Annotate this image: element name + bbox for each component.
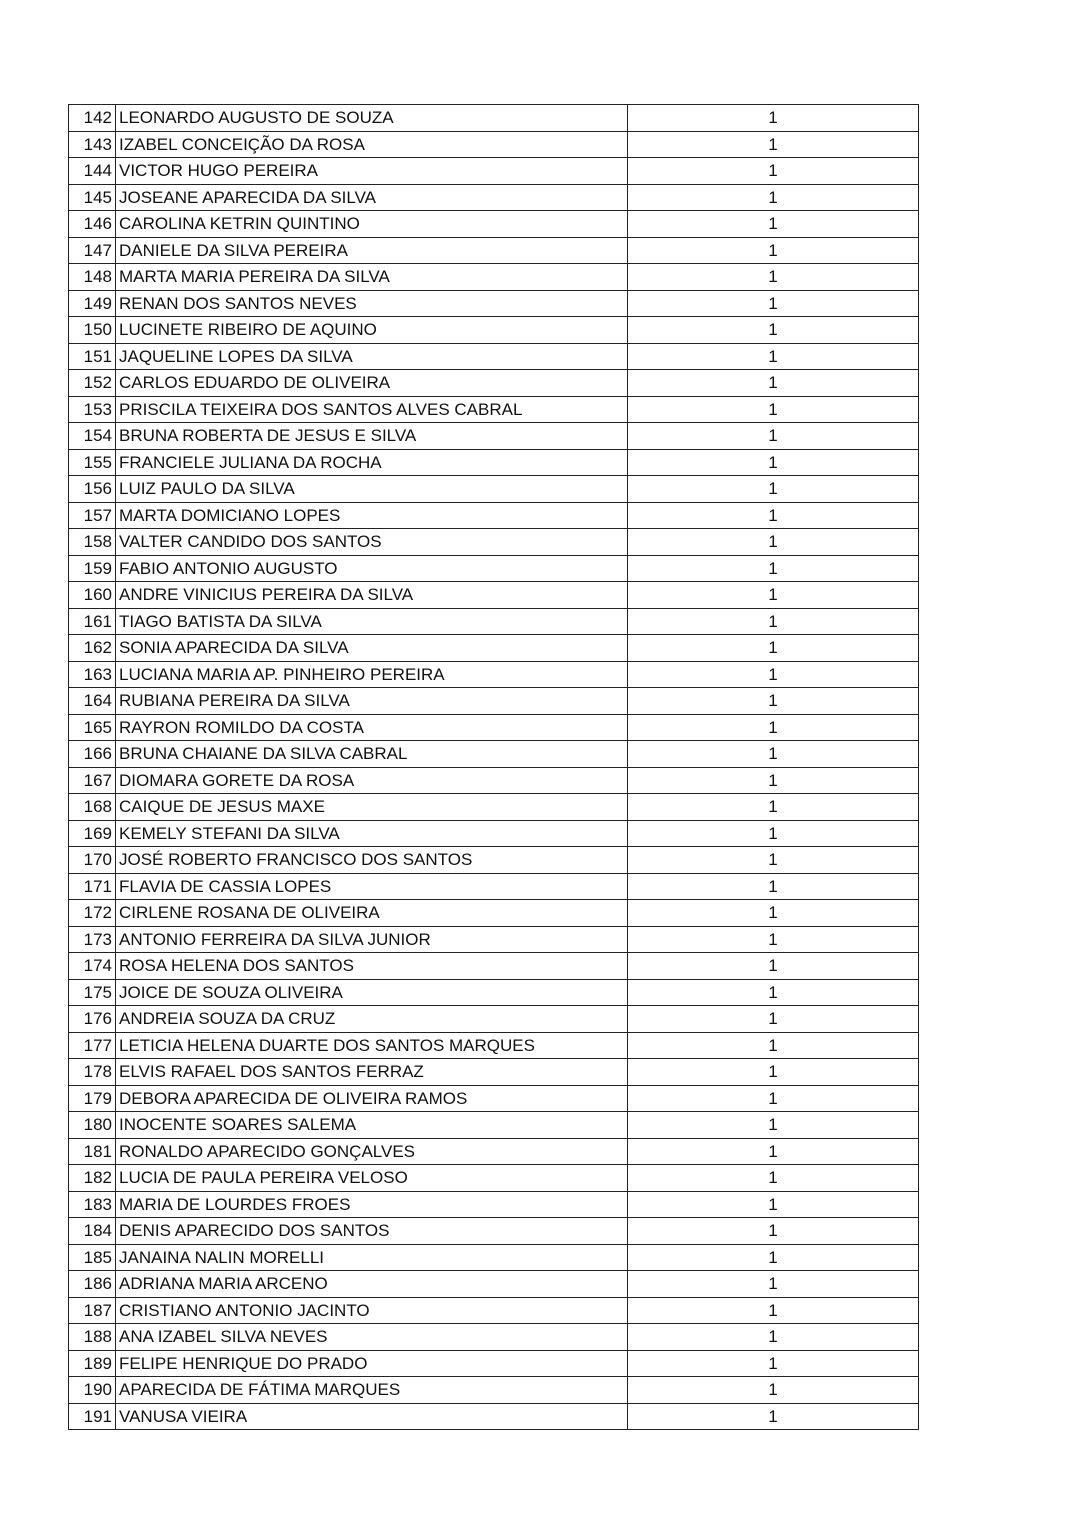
quantity-cell: 1	[628, 1059, 919, 1086]
name-cell: APARECIDA DE FÁTIMA MARQUES	[116, 1377, 628, 1404]
name-cell: ELVIS RAFAEL DOS SANTOS FERRAZ	[116, 1059, 628, 1086]
table-row	[69, 1350, 919, 1377]
quantity-cell: 1	[628, 953, 919, 980]
row-number-cell: 146	[69, 211, 116, 238]
table-row	[69, 449, 919, 476]
roster-table-body	[69, 105, 919, 1430]
table-row	[69, 1191, 919, 1218]
row-number-cell: 190	[69, 1377, 116, 1404]
row-number-cell: 144	[69, 158, 116, 185]
row-number-cell: 145	[69, 184, 116, 211]
row-number-cell: 156	[69, 476, 116, 503]
row-number-cell: 175	[69, 979, 116, 1006]
table-row	[69, 290, 919, 317]
row-number-cell: 148	[69, 264, 116, 291]
row-number-cell: 173	[69, 926, 116, 953]
table-row	[69, 847, 919, 874]
table-row	[69, 953, 919, 980]
quantity-cell: 1	[628, 767, 919, 794]
table-row	[69, 396, 919, 423]
quantity-cell: 1	[628, 1218, 919, 1245]
table-row	[69, 131, 919, 158]
quantity-cell: 1	[628, 714, 919, 741]
row-number-cell: 176	[69, 1006, 116, 1033]
row-number-cell: 164	[69, 688, 116, 715]
quantity-cell: 1	[628, 396, 919, 423]
quantity-cell: 1	[628, 1032, 919, 1059]
row-number-cell: 182	[69, 1165, 116, 1192]
table-row	[69, 1085, 919, 1112]
table-row	[69, 873, 919, 900]
table-row	[69, 926, 919, 953]
name-cell: RONALDO APARECIDO GONÇALVES	[116, 1138, 628, 1165]
name-cell: LUCINETE RIBEIRO DE AQUINO	[116, 317, 628, 344]
table-row	[69, 1377, 919, 1404]
quantity-cell: 1	[628, 158, 919, 185]
table-row	[69, 555, 919, 582]
table-row	[69, 343, 919, 370]
name-cell: VALTER CANDIDO DOS SANTOS	[116, 529, 628, 556]
row-number-cell: 151	[69, 343, 116, 370]
quantity-cell: 1	[628, 1377, 919, 1404]
quantity-cell: 1	[628, 237, 919, 264]
table-row	[69, 1218, 919, 1245]
row-number-cell: 152	[69, 370, 116, 397]
table-row	[69, 1324, 919, 1351]
name-cell: JOSEANE APARECIDA DA SILVA	[116, 184, 628, 211]
table-row	[69, 1403, 919, 1430]
name-cell: FABIO ANTONIO AUGUSTO	[116, 555, 628, 582]
quantity-cell: 1	[628, 1244, 919, 1271]
name-cell: ANDREIA SOUZA DA CRUZ	[116, 1006, 628, 1033]
quantity-cell: 1	[628, 131, 919, 158]
name-cell: RAYRON ROMILDO DA COSTA	[116, 714, 628, 741]
table-row	[69, 688, 919, 715]
name-cell: FLAVIA DE CASSIA LOPES	[116, 873, 628, 900]
row-number-cell: 157	[69, 502, 116, 529]
row-number-cell: 158	[69, 529, 116, 556]
quantity-cell: 1	[628, 264, 919, 291]
quantity-cell: 1	[628, 608, 919, 635]
table-row	[69, 264, 919, 291]
quantity-cell: 1	[628, 820, 919, 847]
row-number-cell: 169	[69, 820, 116, 847]
quantity-cell: 1	[628, 1112, 919, 1139]
quantity-cell: 1	[628, 449, 919, 476]
quantity-cell: 1	[628, 635, 919, 662]
quantity-cell: 1	[628, 688, 919, 715]
row-number-cell: 162	[69, 635, 116, 662]
name-cell: ANTONIO FERREIRA DA SILVA JUNIOR	[116, 926, 628, 953]
table-row	[69, 105, 919, 132]
table-row	[69, 661, 919, 688]
row-number-cell: 170	[69, 847, 116, 874]
name-cell: JOSÉ ROBERTO FRANCISCO DOS SANTOS	[116, 847, 628, 874]
name-cell: CAIQUE DE JESUS MAXE	[116, 794, 628, 821]
name-cell: LUCIANA MARIA AP. PINHEIRO PEREIRA	[116, 661, 628, 688]
quantity-cell: 1	[628, 1297, 919, 1324]
row-number-cell: 179	[69, 1085, 116, 1112]
quantity-cell: 1	[628, 1138, 919, 1165]
quantity-cell: 1	[628, 343, 919, 370]
table-row	[69, 820, 919, 847]
row-number-cell: 155	[69, 449, 116, 476]
name-cell: KEMELY STEFANI DA SILVA	[116, 820, 628, 847]
name-cell: MARIA DE LOURDES FROES	[116, 1191, 628, 1218]
name-cell: DENIS APARECIDO DOS SANTOS	[116, 1218, 628, 1245]
name-cell: INOCENTE SOARES SALEMA	[116, 1112, 628, 1139]
name-cell: VANUSA VIEIRA	[116, 1403, 628, 1430]
row-number-cell: 174	[69, 953, 116, 980]
table-row	[69, 502, 919, 529]
name-cell: MARTA DOMICIANO LOPES	[116, 502, 628, 529]
name-cell: LETICIA HELENA DUARTE DOS SANTOS MARQUES	[116, 1032, 628, 1059]
quantity-cell: 1	[628, 873, 919, 900]
name-cell: CRISTIANO ANTONIO JACINTO	[116, 1297, 628, 1324]
table-row	[69, 794, 919, 821]
quantity-cell: 1	[628, 555, 919, 582]
quantity-cell: 1	[628, 290, 919, 317]
row-number-cell: 159	[69, 555, 116, 582]
name-cell: IZABEL CONCEIÇÃO DA ROSA	[116, 131, 628, 158]
name-cell: LUCIA DE PAULA PEREIRA VELOSO	[116, 1165, 628, 1192]
row-number-cell: 171	[69, 873, 116, 900]
name-cell: JAQUELINE LOPES DA SILVA	[116, 343, 628, 370]
name-cell: VICTOR HUGO PEREIRA	[116, 158, 628, 185]
name-cell: FELIPE HENRIQUE DO PRADO	[116, 1350, 628, 1377]
table-row	[69, 582, 919, 609]
quantity-cell: 1	[628, 317, 919, 344]
quantity-cell: 1	[628, 794, 919, 821]
table-row	[69, 1059, 919, 1086]
name-cell: CARLOS EDUARDO DE OLIVEIRA	[116, 370, 628, 397]
quantity-cell: 1	[628, 741, 919, 768]
name-cell: TIAGO BATISTA DA SILVA	[116, 608, 628, 635]
quantity-cell: 1	[628, 423, 919, 450]
row-number-cell: 168	[69, 794, 116, 821]
name-cell: DIOMARA GORETE DA ROSA	[116, 767, 628, 794]
table-row	[69, 1244, 919, 1271]
table-row	[69, 237, 919, 264]
table-row	[69, 1297, 919, 1324]
table-row	[69, 1138, 919, 1165]
quantity-cell: 1	[628, 1165, 919, 1192]
table-row	[69, 900, 919, 927]
name-cell: JOICE DE SOUZA OLIVEIRA	[116, 979, 628, 1006]
row-number-cell: 177	[69, 1032, 116, 1059]
row-number-cell: 160	[69, 582, 116, 609]
table-row	[69, 423, 919, 450]
quantity-cell: 1	[628, 184, 919, 211]
table-row	[69, 476, 919, 503]
row-number-cell: 163	[69, 661, 116, 688]
quantity-cell: 1	[628, 1403, 919, 1430]
row-number-cell: 153	[69, 396, 116, 423]
quantity-cell: 1	[628, 529, 919, 556]
table-row	[69, 529, 919, 556]
name-cell: DEBORA APARECIDA DE OLIVEIRA RAMOS	[116, 1085, 628, 1112]
row-number-cell: 183	[69, 1191, 116, 1218]
row-number-cell: 180	[69, 1112, 116, 1139]
name-cell: LUIZ PAULO DA SILVA	[116, 476, 628, 503]
quantity-cell: 1	[628, 1085, 919, 1112]
table-row	[69, 714, 919, 741]
name-cell: ANA IZABEL SILVA NEVES	[116, 1324, 628, 1351]
table-row	[69, 1006, 919, 1033]
quantity-cell: 1	[628, 847, 919, 874]
name-cell: CIRLENE ROSANA DE OLIVEIRA	[116, 900, 628, 927]
row-number-cell: 154	[69, 423, 116, 450]
row-number-cell: 185	[69, 1244, 116, 1271]
table-row	[69, 211, 919, 238]
name-cell: BRUNA CHAIANE DA SILVA CABRAL	[116, 741, 628, 768]
name-cell: PRISCILA TEIXEIRA DOS SANTOS ALVES CABRAL	[116, 396, 628, 423]
table-row	[69, 184, 919, 211]
quantity-cell: 1	[628, 1350, 919, 1377]
row-number-cell: 142	[69, 105, 116, 132]
table-row	[69, 1271, 919, 1298]
quantity-cell: 1	[628, 926, 919, 953]
name-cell: LEONARDO AUGUSTO DE SOUZA	[116, 105, 628, 132]
quantity-cell: 1	[628, 502, 919, 529]
row-number-cell: 172	[69, 900, 116, 927]
quantity-cell: 1	[628, 105, 919, 132]
roster-table	[68, 104, 919, 1430]
row-number-cell: 186	[69, 1271, 116, 1298]
row-number-cell: 189	[69, 1350, 116, 1377]
name-cell: DANIELE DA SILVA PEREIRA	[116, 237, 628, 264]
row-number-cell: 165	[69, 714, 116, 741]
name-cell: ADRIANA MARIA ARCENO	[116, 1271, 628, 1298]
name-cell: RUBIANA PEREIRA DA SILVA	[116, 688, 628, 715]
name-cell: CAROLINA KETRIN QUINTINO	[116, 211, 628, 238]
row-number-cell: 167	[69, 767, 116, 794]
row-number-cell: 166	[69, 741, 116, 768]
quantity-cell: 1	[628, 661, 919, 688]
row-number-cell: 181	[69, 1138, 116, 1165]
name-cell: BRUNA ROBERTA DE JESUS E SILVA	[116, 423, 628, 450]
row-number-cell: 161	[69, 608, 116, 635]
name-cell: ROSA HELENA DOS SANTOS	[116, 953, 628, 980]
table-row	[69, 158, 919, 185]
quantity-cell: 1	[628, 582, 919, 609]
table-row	[69, 317, 919, 344]
table-row	[69, 741, 919, 768]
row-number-cell: 147	[69, 237, 116, 264]
quantity-cell: 1	[628, 1271, 919, 1298]
name-cell: FRANCIELE JULIANA DA ROCHA	[116, 449, 628, 476]
row-number-cell: 184	[69, 1218, 116, 1245]
row-number-cell: 178	[69, 1059, 116, 1086]
name-cell: SONIA APARECIDA DA SILVA	[116, 635, 628, 662]
table-row	[69, 767, 919, 794]
quantity-cell: 1	[628, 1324, 919, 1351]
quantity-cell: 1	[628, 900, 919, 927]
row-number-cell: 188	[69, 1324, 116, 1351]
table-row	[69, 1032, 919, 1059]
quantity-cell: 1	[628, 1006, 919, 1033]
table-row	[69, 979, 919, 1006]
row-number-cell: 149	[69, 290, 116, 317]
name-cell: RENAN DOS SANTOS NEVES	[116, 290, 628, 317]
quantity-cell: 1	[628, 476, 919, 503]
table-row	[69, 608, 919, 635]
table-row	[69, 370, 919, 397]
table-row	[69, 1165, 919, 1192]
table-row	[69, 1112, 919, 1139]
quantity-cell: 1	[628, 979, 919, 1006]
row-number-cell: 150	[69, 317, 116, 344]
quantity-cell: 1	[628, 211, 919, 238]
quantity-cell: 1	[628, 370, 919, 397]
name-cell: ANDRE VINICIUS PEREIRA DA SILVA	[116, 582, 628, 609]
row-number-cell: 187	[69, 1297, 116, 1324]
name-cell: JANAINA NALIN MORELLI	[116, 1244, 628, 1271]
name-cell: MARTA MARIA PEREIRA DA SILVA	[116, 264, 628, 291]
table-row	[69, 635, 919, 662]
quantity-cell: 1	[628, 1191, 919, 1218]
row-number-cell: 143	[69, 131, 116, 158]
row-number-cell: 191	[69, 1403, 116, 1430]
